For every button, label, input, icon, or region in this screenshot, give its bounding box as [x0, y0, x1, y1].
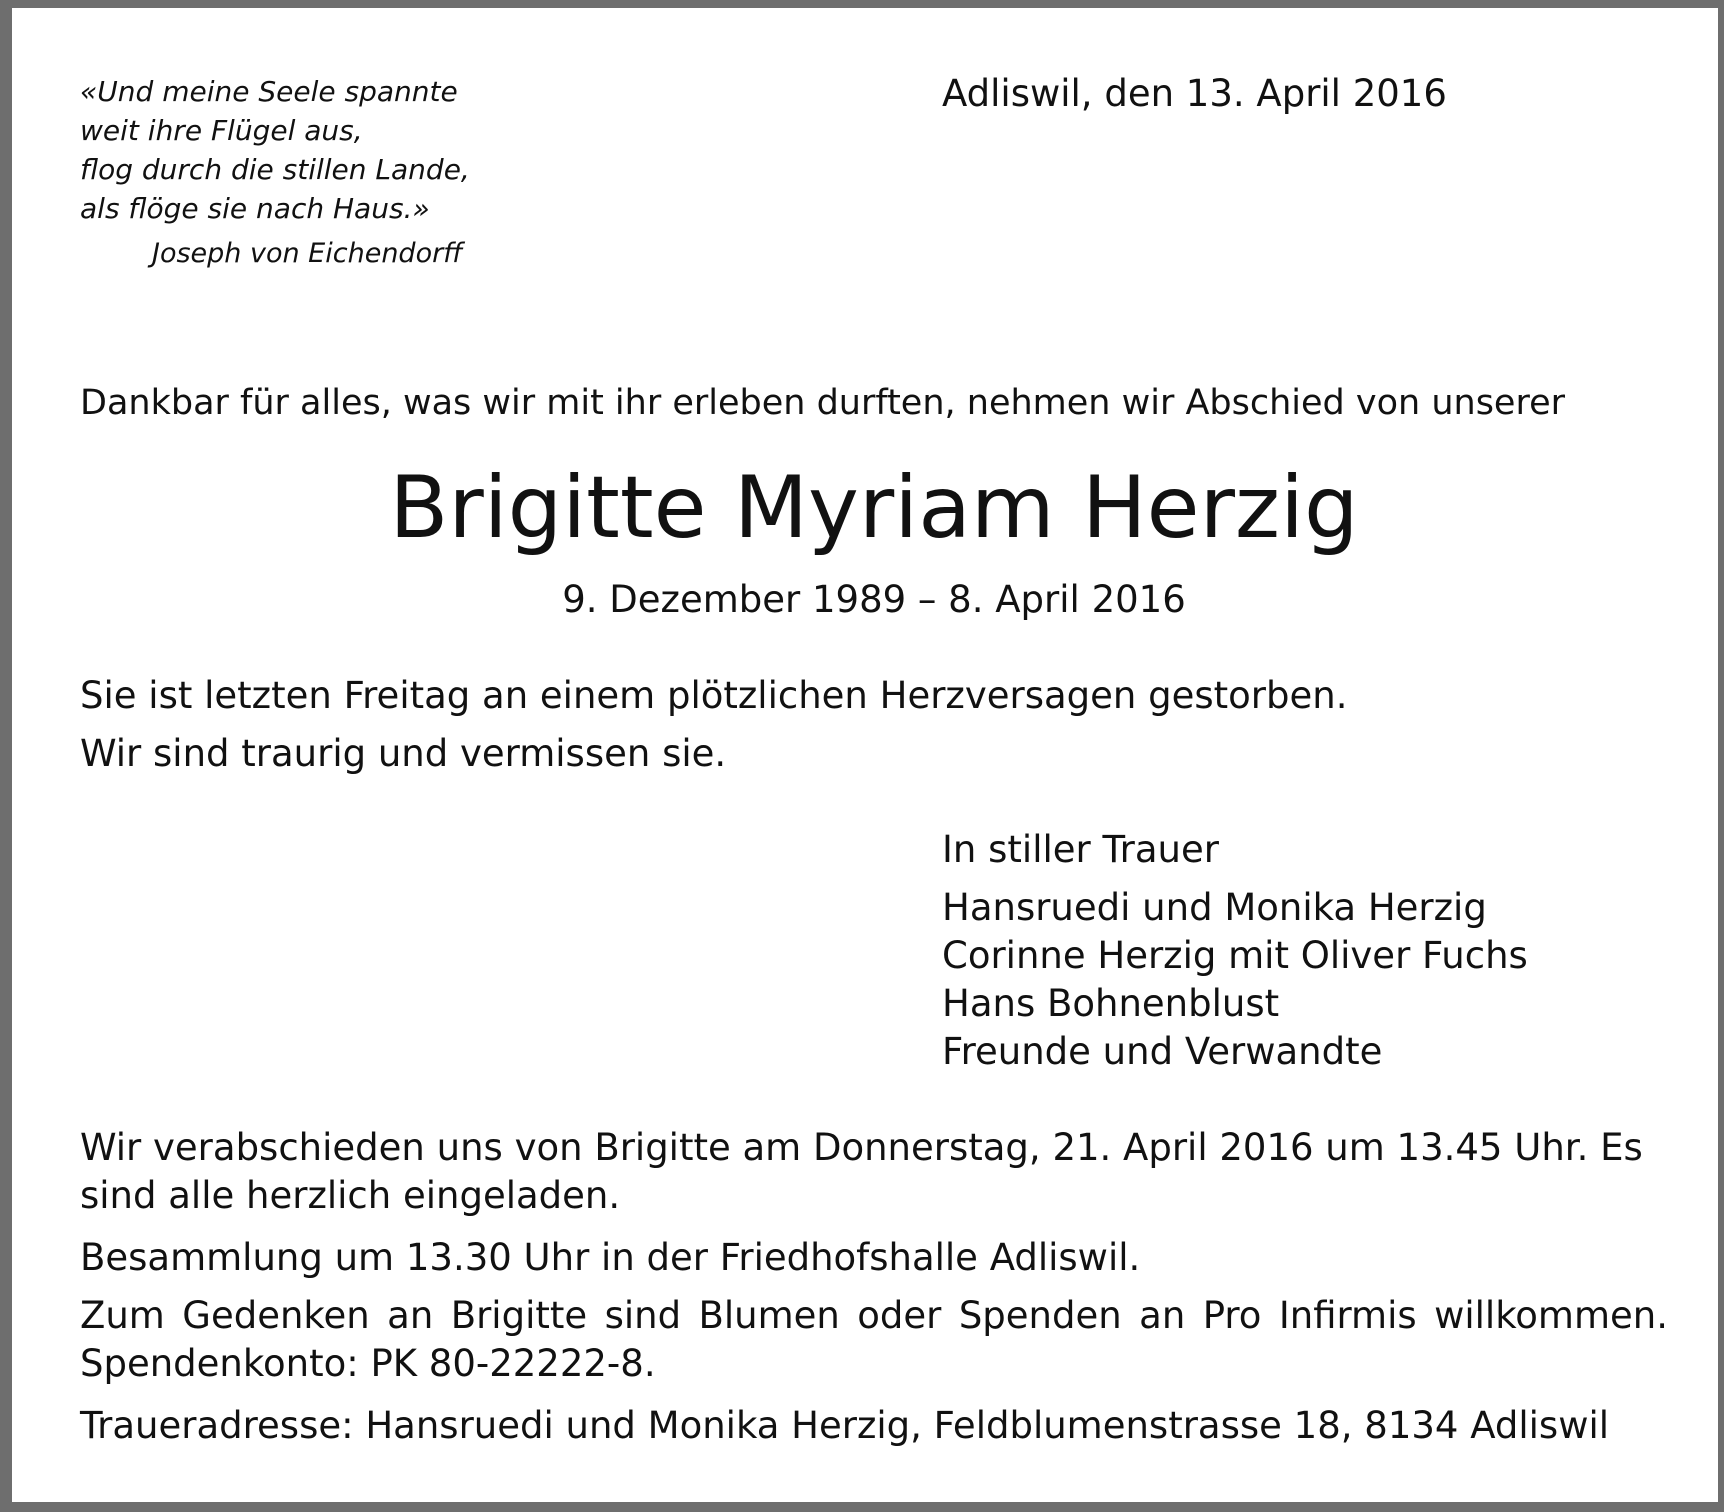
mourning-address: Traueradresse: Hansruedi und Monika Herzig, Feldblumenstrasse 18, 8134 Adliswil — [80, 1404, 1610, 1447]
mourner-name: Freunde und Verwandte — [942, 1030, 1383, 1073]
place-date: Adliswil, den 13. April 2016 — [942, 72, 1447, 115]
mourner-name: Hans Bohnenblust — [942, 982, 1280, 1025]
gathering-text: Besammlung um 13.30 Uhr in der Friedhofshalle Adliswil. — [80, 1236, 1141, 1279]
mourning-heading: In stiller Trauer — [942, 828, 1219, 871]
ceremony-text: Wir verabschieden uns von Brigitte am Donnerstag, 21. April 2016 um 13.45 Uhr. Es sind alle herzlich eingeladen. — [80, 1126, 1643, 1217]
deceased-name: Brigitte Myriam Herzig — [389, 458, 1359, 558]
quote-line-3: flog durch die stillen Lande, — [80, 153, 470, 186]
quote-author: Joseph von Eichendorff — [152, 238, 463, 269]
donation-text: Zum Gedenken an Brigitte sind Blumen oder Spenden an Pro Infirmis willkommen. Spendenkonto: PK 80-22222-8. — [80, 1294, 1668, 1385]
intro-text: Dankbar für alles, was wir mit ihr erleben durften, nehmen wir Abschied von unserer — [80, 383, 1566, 423]
life-dates: 9. Dezember 1989 – 8. April 2016 — [562, 578, 1186, 621]
mourner-name: Hansruedi und Monika Herzig — [942, 886, 1487, 929]
quote-line-4: als flöge sie nach Haus.» — [80, 192, 430, 225]
quote-line-1: «Und meine Seele spannte — [80, 75, 458, 108]
quote-line-2: weit ihre Flügel aus, — [80, 114, 363, 147]
message-line-1: Sie ist letzten Freitag an einem plötzlichen Herzversagen gestorben. — [80, 674, 1348, 717]
mourner-list — [942, 884, 1528, 1076]
message-line-2: Wir sind traurig und vermissen sie. — [80, 732, 727, 775]
mourner-name: Corinne Herzig mit Oliver Fuchs — [942, 934, 1528, 977]
